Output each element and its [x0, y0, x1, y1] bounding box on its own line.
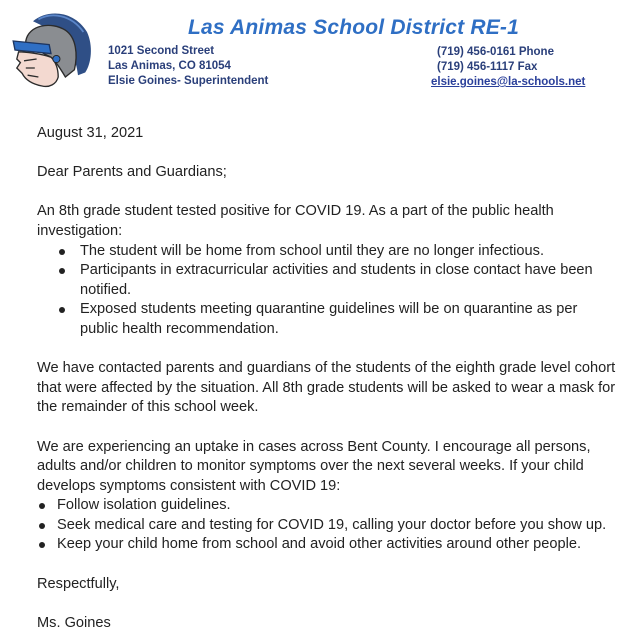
- symptom-guidance-list: [37, 496, 637, 555]
- fax-number: (719) 456-1117 Fax: [437, 61, 538, 73]
- list-item-text: Follow isolation guidelines.: [57, 497, 231, 514]
- investigation-list: [37, 242, 637, 340]
- list-item-text: The student will be home from school until they are no longer infectious.: [80, 242, 545, 259]
- paragraph-contacted: We have contacted parents and guardians of the students of the eighth grade level cohort that were affected by the situation. All 8th grade students will be asked to wear a mask for the remainder of this school week.: [37, 360, 616, 416]
- bullet-icon: [39, 503, 45, 509]
- city-state-zip: Las Animas, CO 81054: [108, 60, 231, 72]
- list-item: [37, 496, 637, 516]
- contact-info: [431, 45, 586, 90]
- list-item: [37, 535, 637, 555]
- list-item-text: Exposed students meeting quarantine guidelines will be on quarantine as per public health recommendation.: [80, 301, 578, 337]
- list-item: [37, 516, 637, 536]
- phone-number: (719) 456-0161 Phone: [437, 46, 554, 58]
- bullet-icon: [59, 249, 65, 255]
- list-item: [37, 261, 600, 300]
- district-title: Las Animas School District RE-1: [188, 16, 520, 39]
- bullet-icon: [39, 542, 45, 548]
- list-item: [37, 242, 637, 262]
- bullet-icon: [39, 523, 45, 529]
- paragraph-announcement: An 8th grade student tested positive for COVID 19. As a part of the public health investigation:: [37, 203, 554, 239]
- bullet-icon: [59, 307, 65, 313]
- superintendent-name: Elsie Goines- Superintendent: [108, 75, 269, 87]
- paragraph-uptake: We are experiencing an uptake in cases across Bent County. I encourage all persons, adults and/or children to monitor symptoms over the next several weeks. If your child develops symptoms consistent with COVID 19:: [37, 438, 591, 494]
- letter-body: [37, 124, 637, 633]
- spartan-helmet-icon: [6, 4, 96, 96]
- signature: Ms. Goines: [37, 614, 111, 631]
- district-address: [108, 44, 268, 89]
- list-item: [37, 300, 600, 339]
- letter-date: August 31, 2021: [37, 125, 144, 141]
- list-item-text: Keep your child home from school and avoid other activities around other people.: [57, 536, 582, 553]
- bullet-icon: [59, 268, 65, 274]
- salutation: Dear Parents and Guardians;: [37, 164, 227, 181]
- list-item-text: Seek medical care and testing for COVID 19, calling your doctor before you show up.: [57, 516, 607, 533]
- list-item-text: Participants in extracurricular activities and students in close contact have been notified.: [80, 262, 593, 298]
- email-link[interactable]: elsie.goines@la-schools.net: [431, 76, 586, 88]
- closing: Respectfully,: [37, 575, 120, 592]
- street-address: 1021 Second Street: [108, 45, 215, 57]
